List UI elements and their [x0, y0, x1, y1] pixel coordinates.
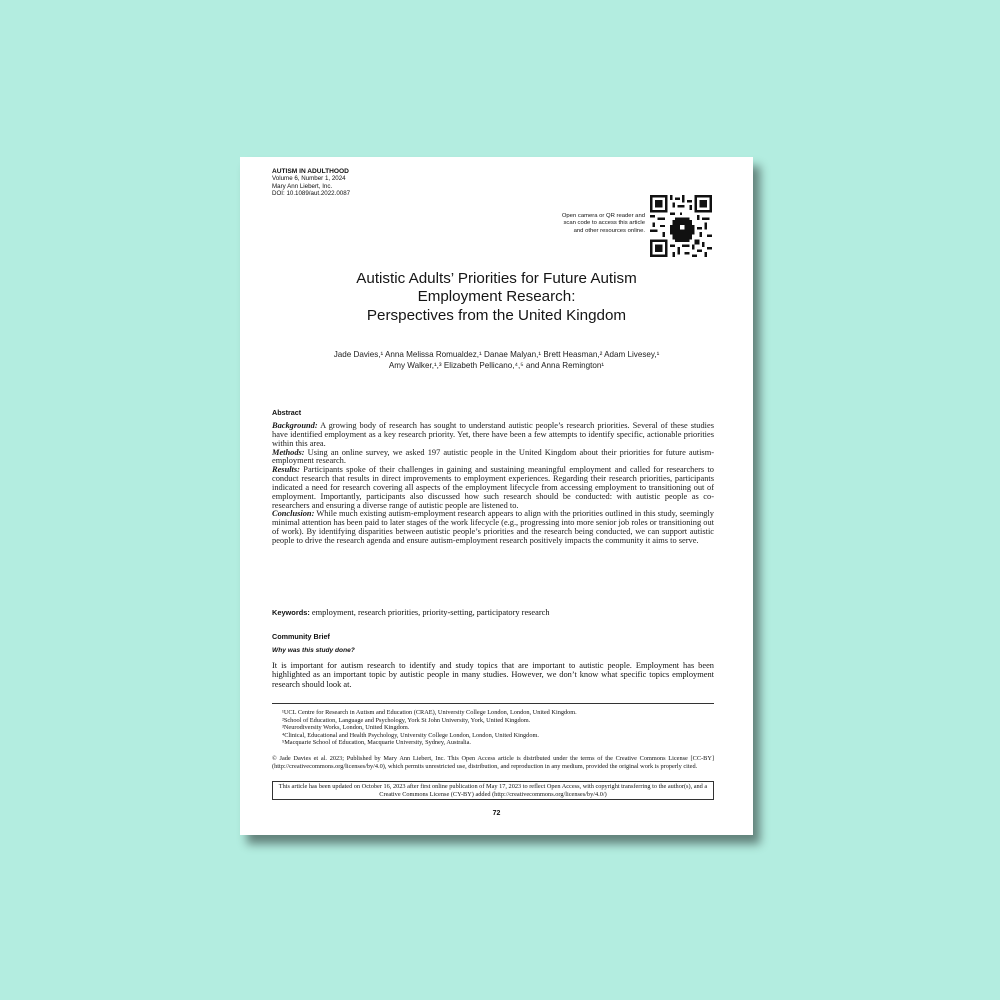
- journal-volume: Volume 6, Number 1, 2024: [272, 175, 346, 183]
- abstract-conclusion: Conclusion: While much existing autism-employment research appears to align with the priorities outlined in this study, seemingly minimal attention has been paid to later stages of the work lifecycle (e.g., progressing into more senior job roles or transitioning out of work). By identifying disparities between autistic people’s priorities and the research being conducted, we can support autistic people to drive the research agenda and ensure autism-employment research positively impacts the community it aims to serve.: [272, 509, 714, 545]
- affiliation-item: ³Neurodiversity Works, London, United Kingdom.: [282, 724, 410, 732]
- qr-caption: Open camera or QR reader and scan code to access this article and other resources online.: [561, 213, 645, 234]
- affiliations: [282, 709, 712, 747]
- author-list: Jade Davies,¹ Anna Melissa Romualdez,¹ Danae Malyan,¹ Brett Heasman,² Adam Livesey,¹ Amy Walker,¹,³ Elizabeth Pellicano,⁴,⁵ and Anna Remington¹: [333, 350, 660, 370]
- qr-code-icon[interactable]: [650, 195, 712, 257]
- affiliation-item: ²School of Education, Language and Psychology, York St John University, York, United Kingdom.: [282, 716, 531, 724]
- journal-publisher: Mary Ann Liebert, Inc.: [272, 182, 333, 190]
- abstract-body: [272, 422, 714, 546]
- abstract-methods: Methods: Using an online survey, we asked 197 autistic people in the United Kingdom about their priorities for future autism-employment research.: [272, 447, 714, 466]
- abstract-results: Results: Participants spoke of their challenges in gaining and sustaining meaningful employment and called for researchers to conduct research that results in direct improvements to employment experiences. Regarding their research priorities, participants indicated a need for research covering all aspects of the employment lifecycle from accessing employment to transitioning out of employment. Importantly, participants also discussed how such research should be conducted: with autistic people as co-researchers and ensuring a diverse range of autistic people are listened to.: [272, 465, 714, 510]
- abstract-background: Background: A growing body of research has sought to understand autistic people’s research priorities. Several of these studies have identified employment as a key research priority. Yet, there have been a few attempts to identify specific, actionable priorities within this area.: [272, 421, 714, 448]
- affiliation-item: ⁵Macquarie School of Education, Macquarie University, Sydney, Australia.: [282, 739, 472, 747]
- journal-header: [272, 168, 350, 197]
- copyright-notice: © Jade Davies et al. 2023; Published by Mary Ann Liebert, Inc. This Open Access article is distributed under the terms of the Creative Commons License [CC-BY] (http://creativecommons.org/licenses/by/4.0), which permits unrestricted use, distribution, and reproduction in any medium, provided the original work is properly cited.: [272, 755, 714, 770]
- affiliation-item: ¹UCL Centre for Research in Autism and Education (CRAE), University College London, London, United Kingdom.: [282, 709, 577, 716]
- footnote-divider: [272, 703, 714, 704]
- keywords: [272, 608, 714, 617]
- journal-name: AUTISM IN ADULTHOOD: [272, 168, 349, 175]
- update-notice: This article has been updated on October 16, 2023 after first online publication of May 17, 2023 to reflect Open Access, with copyright transferring to the author(s), and a Creative Commons License (CY-BY) added (http://creativecommons.org/licenses/by/4.0/): [272, 781, 714, 800]
- abstract-heading: Abstract: [272, 408, 302, 417]
- community-brief-question: Why was this study done?: [272, 647, 355, 654]
- article-title: Autistic Adults’ Priorities for Future Autism Employment Research: Perspectives from the United Kingdom: [356, 270, 637, 324]
- keywords-text: employment, research priorities, priority-setting, participatory research: [309, 608, 550, 617]
- page-number: 72: [492, 810, 501, 817]
- community-brief-heading: Community Brief: [272, 632, 330, 641]
- keywords-label: Keywords:: [272, 608, 310, 617]
- journal-doi: DOI: 10.1089/aut.2022.0087: [272, 189, 351, 197]
- affiliation-item: ⁴Clinical, Educational and Health Psychology, University College London, London, United Kingdom.: [282, 731, 539, 739]
- community-brief-text: It is important for autism research to identify and study topics that are important to autistic people. Employment has been highlighted as an important topic by autistic people in many studies. However, we don’t know what specific topics employment research should look at.: [272, 661, 714, 689]
- article-page: [240, 157, 753, 835]
